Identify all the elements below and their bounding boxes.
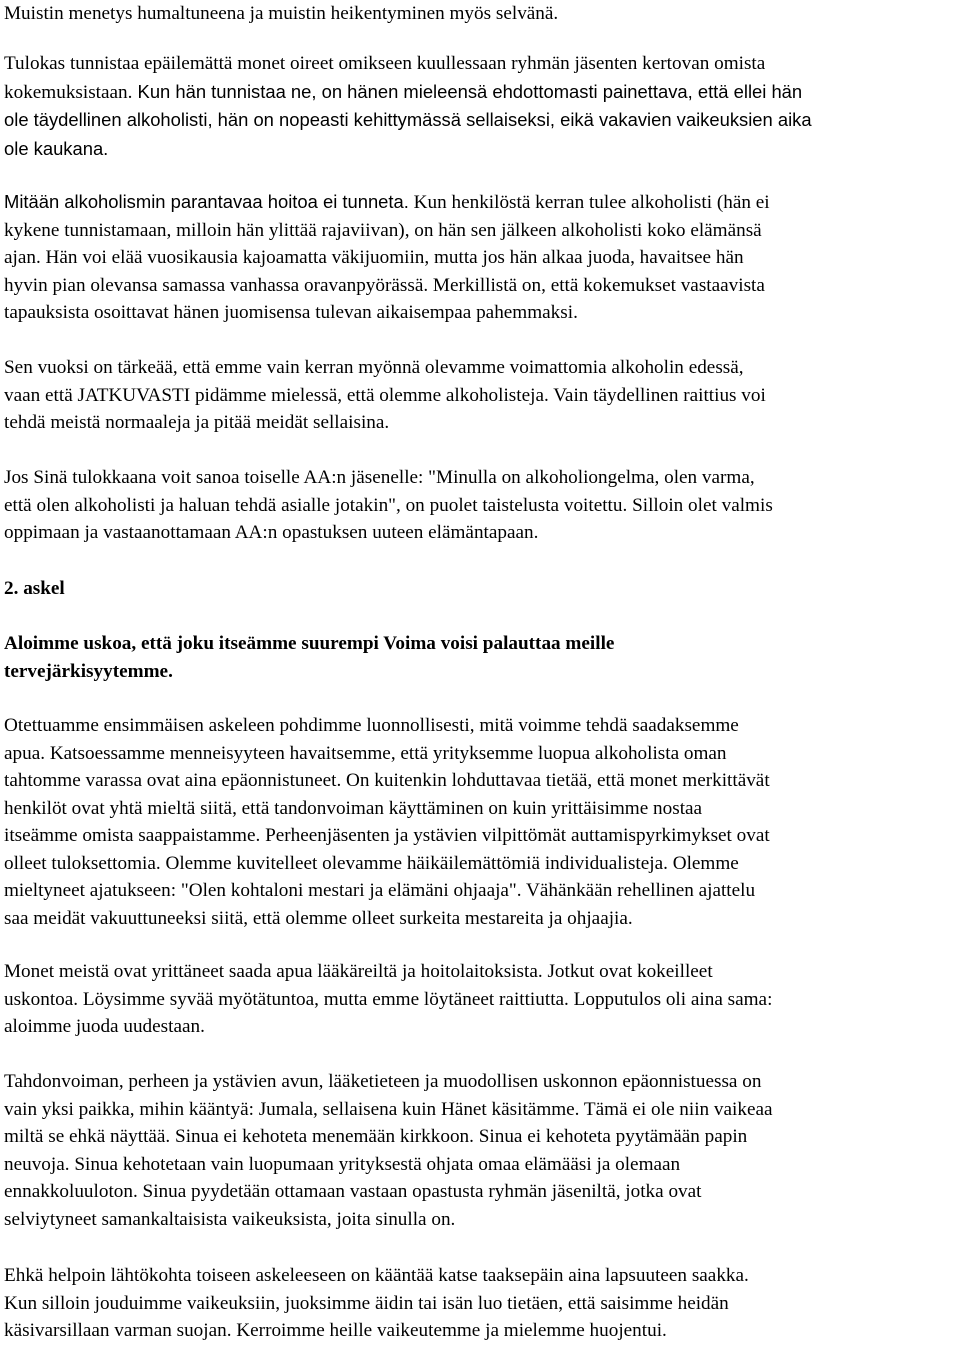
paragraph-no-cure-serif: Kun henkilöstä kerran tulee alkoholisti (hän ei kykene tunnistamaan, milloin hän ylittää rajaviivan), on hän sen jälkeen alkoholisti koko elämänsä ajan. Hän voi elää vuosikausia kajoamatta väkijuomiin, mutta jos hän alkaa juoda, havaitsee hän hyvin pian olevansa samassa vanhassa oravanpyörässä. Merkillistä on, että kokemukset vastaavista tapauksista osoittavat hänen juomisensa tulevan aikaisempaa pahemmaksi.	[4, 192, 770, 323]
step-title: 2. askel	[4, 578, 65, 599]
paragraph-no-cure	[4, 188, 770, 327]
paragraph-newcomer-recognition-sans: Kun hän tunnistaa ne, on hänen mieleensä ehdottomasti painettava, että ellei hän ole täydellinen alkoholisti, hän on nopeasti kehittymässä sellaiseksi, eikä vakavien vaikeuksien aika ole kaukana.	[4, 80, 812, 159]
paragraph-memory-loss: Muistin menetys humaltuneena ja muistin heikentyminen myös selvänä.	[4, 3, 559, 24]
paragraph-seeking-help: Monet meistä ovat yrittäneet saada apua lääkäreiltä ja hoitolaitoksista. Jotkut ovat kokeilleet uskontoa. Löysimme syvää myötätuntoa, mutta emme löytäneet raittiutta. Lopputulos oli aina sama: aloimme juoda uudestaan.	[4, 961, 773, 1037]
paragraph-newcomer-recognition	[4, 50, 812, 163]
paragraph-turning-to-god: Tahdonvoiman, perheen ja ystävien avun, lääketieteen ja muodollisen uskonnon epäonnistuessa on vain yksi paikka, mihin kääntyä: Jumala, sellaisena kuin Hänet käsitämme. Tämä ei ole niin vaikeaa miltä se ehkä näyttää. Sinua ei kehoteta menemään kirkkoon. Sinua ei kehoteta pyytämään papin neuvoja. Sinua kehotetaan vain luopumaan yrityksestä ohjata omaa elämääsi ja olemaan ennakkoluuloton. Sinua pyydetään ottamaan vastaan opastusta ryhmän jäseniltä, jotka ovat selviytyneet samankaltaisista vaikeuksista, joita sinulla on.	[4, 1071, 773, 1230]
paragraph-newcomer-recognition-serif: Tulokas tunnistaa epäilemättä monet oireet omikseen kuullessaan ryhmän jäsenten kertovan omista kokemuksistaan.	[4, 53, 766, 103]
paragraph-no-cure-sans: Mitään alkoholismin parantavaa hoitoa ei tunneta.	[4, 191, 409, 212]
paragraph-first-step-reflection: Otettuamme ensimmäisen askeleen pohdimme luonnollisesti, mitä voimme tehdä saadaksemme apua. Katsoessamme menneisyyteen havaitsemme, että yrityksemme luopua alkoholista oman tahtomme varassa ovat aina epäonnistuneet. On kuitenkin lohduttavaa tietää, että monet merkittävät henkilöt ovat yhtä mieltä siitä, että tandonvoiman käyttäminen on kuin yrittäisimme nostaa itseämme omista saappaistamme. Perheenjäsenten ja ystävien vilpittömät auttamispyrkimykset ovat olleet tuloksettomia. Olemme kuvitelleet olevamme häikäilemättömiä individualisteja. Olemme mieltyneet ajatukseen: "Olen kohtaloni mestari ja elämäni ohjaaja". Vähänkään rehellinen ajattelu saa meidät vakuuttuneeksi siitä, että olemme olleet surkeita mestareita ja ohjaajia.	[4, 715, 770, 929]
paragraph-half-battle: Jos Sinä tulokkaana voit sanoa toiselle AA:n jäsenelle: "Minulla on alkoholiongelma, olen varma, että olen alkoholisti ja haluan tehdä asialle jotakin", on puolet taistelusta voitettu. Silloin olet valmis oppimaan ja vastaanottamaan AA:n opastuksen uuteen elämäntapaan.	[4, 467, 773, 543]
step-statement: Aloimme uskoa, että joku itseämme suurempi Voima voisi palauttaa meille tervejärkisyytemme.	[4, 633, 615, 682]
paragraph-childhood: Ehkä helpoin lähtökohta toiseen askeleeseen on kääntää katse taaksepäin aina lapsuuteen saakka. Kun silloin jouduimme vaikeuksiin, juoksimme äidin tai isän luo tietäen, että saisimme heidän käsivarsillaan varman suojan. Kerroimme heille vaikeutemme ja mielemme huojentui.	[4, 1265, 749, 1341]
paragraph-continuous-awareness: Sen vuoksi on tärkeää, että emme vain kerran myönnä olevamme voimattomia alkoholin edessä, vaan että JATKUVASTI pidämme mielessä, että olemme alkoholisteja. Vain täydellinen raittius voi tehdä meistä normaaleja ja pitää meidät sellaisina.	[4, 357, 766, 433]
